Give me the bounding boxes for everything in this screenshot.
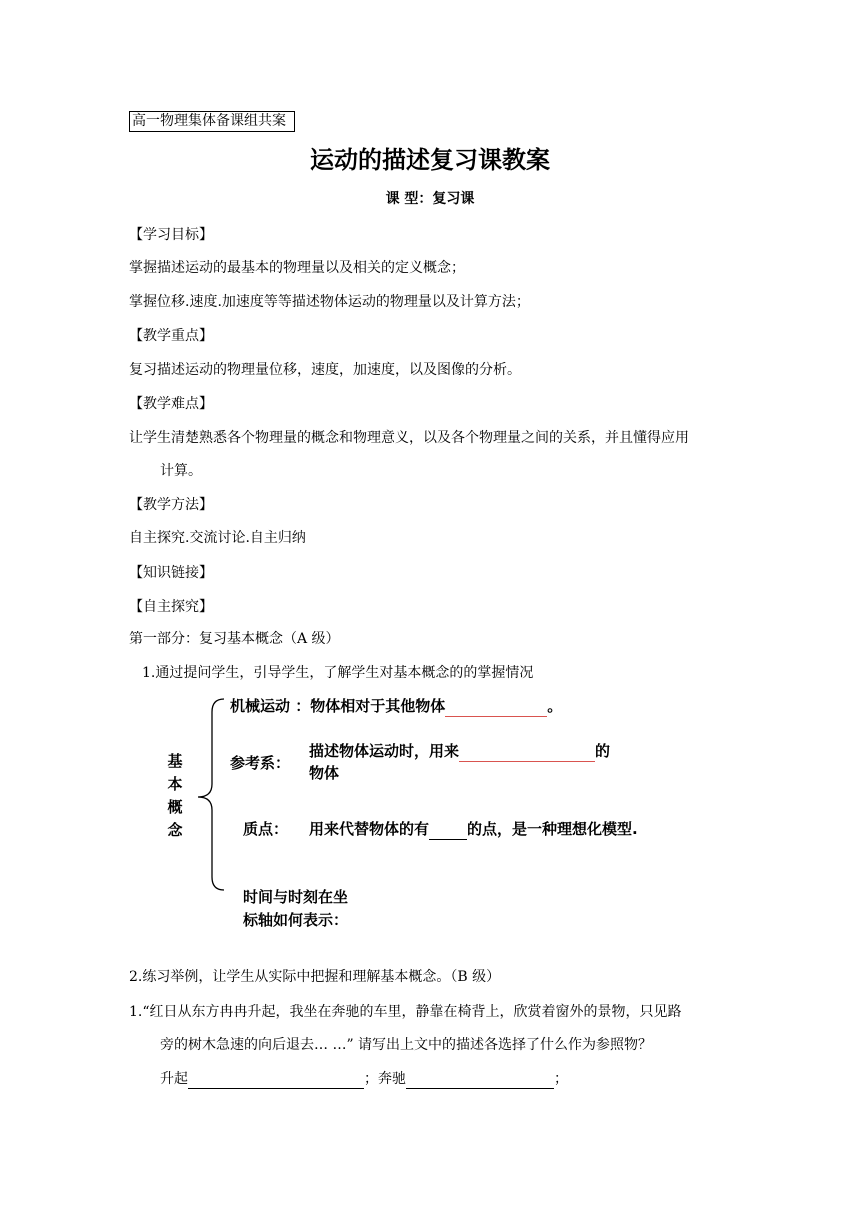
section-heading-knowledge-link: 【知识链接】 <box>129 565 213 581</box>
difficulties-line-1: 让学生清楚熟悉各个物理量的概念和物理意义，以及各个物理量之间的关系，并且懂得应用 <box>129 430 689 446</box>
answer-blank[interactable] <box>445 700 547 717</box>
concept-time-line-1: 时间与时刻在坐 <box>243 888 349 906</box>
part-one-heading: 第一部分：复习基本概念（A 级） <box>129 631 340 647</box>
concept-term-reference-frame: 参考系： <box>230 754 291 772</box>
answer-blank[interactable] <box>188 1072 364 1089</box>
goals-line-2: 掌握位移.速度.加速度等等描述物体运动的物理量以及计算方法； <box>129 294 530 310</box>
answer-blank[interactable] <box>406 1072 554 1089</box>
header-box: 高一物理集体备课组共案 <box>129 111 295 132</box>
answer-blank[interactable] <box>429 823 467 840</box>
concept-reference-frame-def-2: 物体 <box>309 764 340 782</box>
key-points-line: 复习描述运动的物理量位移，速度，加速度，以及图像的分析。 <box>129 362 521 378</box>
methods-line: 自主探究.交流讨论.自主归纳 <box>129 530 306 546</box>
page-title: 运动的描述复习课教案 <box>310 146 550 174</box>
question-1-line-1: 1.“红日从东方冉冉升起，我坐在奔驰的车里，静靠在椅背上，欣赏着窗外的景物，只见路 <box>129 1004 682 1020</box>
concept-mechanical-motion: 机械运动 ：物体相对于其他物体 。 <box>230 697 563 715</box>
section-heading-methods: 【教学方法】 <box>129 497 213 513</box>
concept-brace <box>188 696 228 894</box>
concept-reference-frame-def: 描述物体运动时，用来 的 <box>309 742 611 760</box>
section-heading-self-study: 【自主探究】 <box>129 599 213 615</box>
item-2: 2.练习举例，让学生从实际中把握和理解基本概念。（B 级） <box>129 969 501 985</box>
concept-group-label: 基 本 概 念 <box>167 752 183 839</box>
difficulties-line-2: 计算。 <box>160 463 202 479</box>
answer-blank[interactable] <box>459 745 595 762</box>
concept-particle-def: 用来代替物体的有 的点，是一种理想化模型. <box>309 820 638 838</box>
concept-term: 机械运动 <box>230 697 291 715</box>
concept-time-line-2: 标轴如何表示： <box>243 911 349 929</box>
concept-definition: ：物体相对于其他物体 <box>295 697 446 715</box>
item-1: 1.通过提问学生，引导学生，了解学生对基本概念的的掌握情况 <box>142 665 534 681</box>
section-heading-difficulties: 【教学难点】 <box>129 396 213 412</box>
section-heading-key-points: 【教学重点】 <box>129 328 213 344</box>
question-1-line-2: 旁的树木急速的向后退去… …” 请写出上文中的描述各选择了什么作为参照物？ <box>160 1037 653 1053</box>
goals-line-1: 掌握描述运动的最基本的物理量以及相关的定义概念； <box>129 260 465 276</box>
section-heading-goals: 【学习目标】 <box>129 227 213 243</box>
lesson-type: 课 型：复习课 <box>385 191 475 207</box>
question-1-answers: 升起 ；奔驰 ； <box>160 1071 568 1087</box>
concept-term-particle: 质点： <box>243 820 289 838</box>
